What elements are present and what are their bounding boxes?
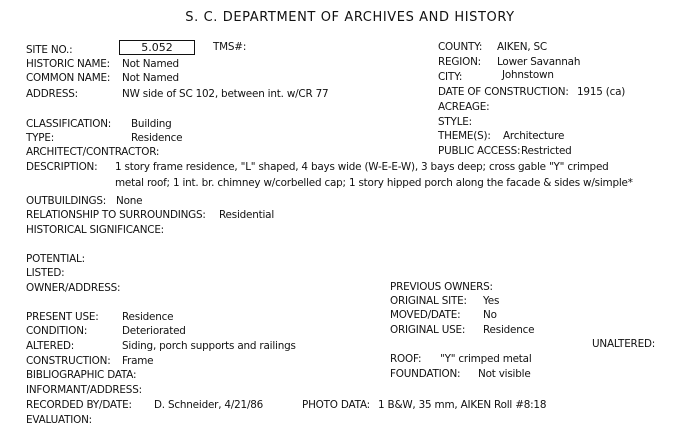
type-label: TYPE: (26, 132, 55, 144)
site-no-label: SITE NO.: (26, 44, 73, 56)
present-use-label: PRESENT USE: (26, 311, 99, 323)
recorded-by-value: D. Schneider, 4/21/86 (154, 399, 264, 411)
outbuildings-label: OUTBUILDINGS: (26, 195, 107, 207)
relationship-label: RELATIONSHIP TO SURROUNDINGS: (26, 209, 206, 221)
informant-address-label: INFORMANT/ADDRESS: (26, 384, 142, 396)
photo-data-value: 1 B&W, 35 mm, AIKEN Roll #8:18 (378, 399, 547, 411)
tms-label: TMS#: (213, 41, 247, 53)
roof-label: ROOF: (390, 353, 422, 365)
date-of-construction-value: 1915 (ca) (577, 86, 626, 98)
original-use-label: ORIGINAL USE: (390, 324, 466, 336)
moved-date-label: MOVED/DATE: (390, 309, 461, 321)
architect-label: ARCHITECT/CONTRACTOR: (26, 146, 160, 158)
classification-value: Building (131, 118, 172, 130)
historic-name-value: Not Named (122, 58, 179, 70)
classification-label: CLASSIFICATION: (26, 118, 112, 130)
listed-label: LISTED: (26, 267, 65, 279)
acreage-label: ACREAGE: (438, 101, 490, 113)
original-site-value: Yes (483, 295, 500, 307)
original-site-label: ORIGINAL SITE: (390, 295, 467, 307)
address-label: ADDRESS: (26, 88, 78, 100)
description-line-1: 1 story frame residence, "L" shaped, 4 bays wide (W-E-E-W), 3 bays deep; cross gable "Y" crimped (115, 161, 609, 173)
county-label: COUNTY: (438, 41, 483, 53)
region-label: REGION: (438, 56, 481, 68)
address-value: NW side of SC 102, between int. w/CR 77 (122, 88, 329, 100)
themes-value: Architecture (503, 130, 565, 142)
public-access-value: Restricted (521, 145, 572, 157)
themes-label: THEME(S): (438, 130, 491, 142)
photo-data-label: PHOTO DATA: (302, 399, 370, 411)
description-line-2: metal roof; 1 int. br. chimney w/corbelled cap; 1 story hipped porch along the facade & sides w/simple* (115, 177, 633, 189)
county-value: AIKEN, SC (497, 41, 547, 53)
altered-value: Siding, porch supports and railings (122, 340, 296, 352)
relationship-value: Residential (219, 209, 275, 221)
type-value: Residence (131, 132, 183, 144)
moved-date-value: No (483, 309, 497, 321)
unaltered-label: UNALTERED: (592, 338, 656, 350)
altered-label: ALTERED: (26, 340, 75, 352)
form-title: S. C. DEPARTMENT OF ARCHIVES AND HISTORY (185, 10, 515, 25)
common-name-label: COMMON NAME: (26, 72, 111, 84)
condition-value: Deteriorated (122, 325, 186, 337)
present-use-value: Residence (122, 311, 174, 323)
construction-value: Frame (122, 355, 154, 367)
bibliographic-data-label: BIBLIOGRAPHIC DATA: (26, 369, 137, 381)
construction-label: CONSTRUCTION: (26, 355, 111, 367)
site-no-value: 5.052 (119, 40, 195, 55)
date-of-construction-label: DATE OF CONSTRUCTION: (438, 86, 569, 98)
roof-value: "Y" crimped metal (440, 353, 532, 365)
recorded-by-label: RECORDED BY/DATE: (26, 399, 132, 411)
historical-significance-label: HISTORICAL SIGNIFICANCE: (26, 224, 164, 236)
historic-name-label: HISTORIC NAME: (26, 58, 110, 70)
previous-owners-label: PREVIOUS OWNERS: (390, 281, 493, 293)
outbuildings-value: None (116, 195, 143, 207)
potential-label: POTENTIAL: (26, 253, 85, 265)
foundation-value: Not visible (478, 368, 531, 380)
foundation-label: FOUNDATION: (390, 368, 461, 380)
common-name-value: Not Named (122, 72, 179, 84)
city-value: Johnstown (502, 69, 554, 81)
original-use-value: Residence (483, 324, 535, 336)
city-label: CITY: (438, 71, 463, 83)
public-access-label: PUBLIC ACCESS: (438, 145, 521, 157)
evaluation-label: EVALUATION: (26, 414, 92, 426)
region-value: Lower Savannah (497, 56, 581, 68)
owner-address-label: OWNER/ADDRESS: (26, 282, 121, 294)
style-label: STYLE: (438, 116, 472, 128)
condition-label: CONDITION: (26, 325, 88, 337)
description-label: DESCRIPTION: (26, 161, 98, 173)
